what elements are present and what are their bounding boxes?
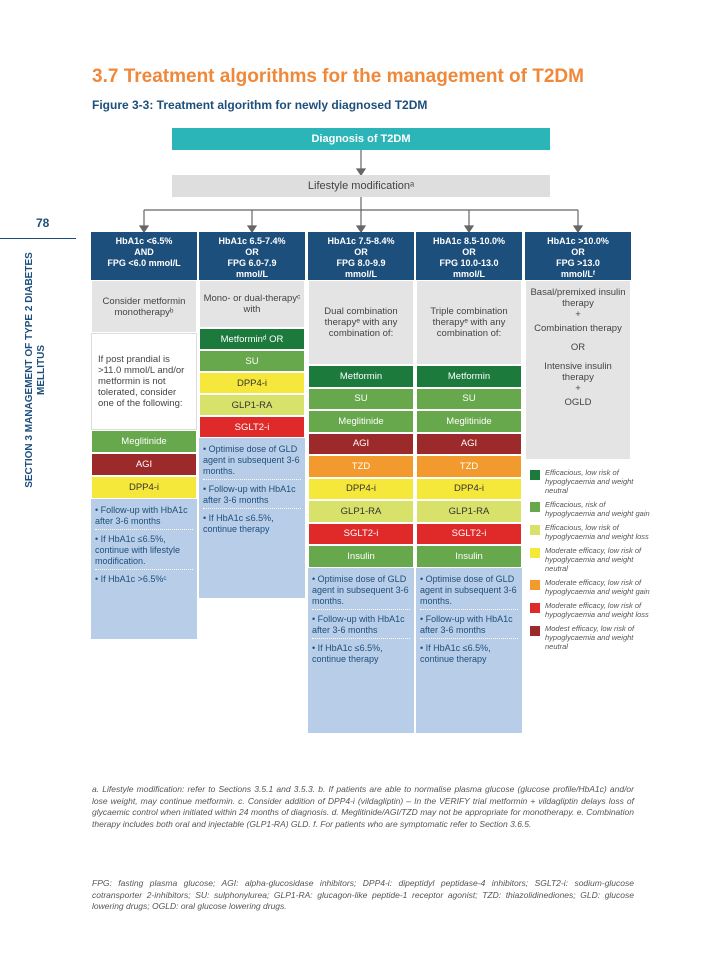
legend <box>530 468 650 656</box>
legend-item: Modest efficacy, low risk of hypoglycaemia and weight neutral <box>530 624 650 651</box>
column-description: Mono- or dual-therapyᶜ with <box>199 280 305 328</box>
section-title: 3.7 Treatment algorithms for the management of T2DM <box>92 66 584 87</box>
column-hba1c-below-6-5 <box>91 232 197 639</box>
option-su: SU <box>416 388 522 411</box>
legend-item: Moderate efficacy, low risk of hypoglycaemia and weight gain <box>530 578 650 596</box>
option-sglt2-i: SGLT2-i <box>416 523 522 546</box>
column-header: HbA1c >10.0% OR FPG >13.0 mmol/Lᶠ <box>525 232 631 280</box>
option-metformin: Metformin <box>308 365 414 388</box>
option-dpp4-i: DPP4-i <box>416 478 522 501</box>
option-meglitinide: Meglitinide <box>308 410 414 433</box>
option-dpp4-i: DPP4-i <box>199 372 305 394</box>
legend-item: Efficacious, low risk of hypoglycaemia and weight loss <box>530 523 650 541</box>
bullet-item: • If HbA1c >6.5%ᶜ <box>95 569 193 587</box>
legend-swatch <box>530 525 540 535</box>
legend-swatch <box>530 470 540 480</box>
bullet-item: • Follow-up with HbA1c after 3-6 months <box>420 609 518 638</box>
option-glp1-ra: GLP1-RA <box>199 394 305 416</box>
footnotes: a. Lifestyle modification: refer to Sections 3.5.1 and 3.5.3. b. If patients are able to normalise plasma glucose (glucose profile/HbA1c) and/or lose weight, may continue metformin. c. Consider addition of DPP4-i (vildagliptin) – In the VERIFY trial metformin + vildagliptin delays loss of glycaemic control when initiated within 24 months of diagnosis. d. Meglitinide/AGI/TZD may not be appropriate for monotherapy. e. Combination therapy includes both oral and injectable (GLP1-RA) GLD. f. For patients who are symptomatic refer to Section 3.6.5. <box>92 784 634 829</box>
option-agi: AGI <box>91 453 197 476</box>
option-glp1-ra: GLP1-RA <box>416 500 522 523</box>
column-description: Consider metformin monotherapyᵇ <box>91 280 197 333</box>
option-su: SU <box>199 350 305 372</box>
legend-item: Efficacious, low risk of hypoglycaemia and weight neutral <box>530 468 650 495</box>
bullet-item: • Optimise dose of GLD agent in subsequent 3-6 months. <box>420 573 517 606</box>
column-header: HbA1c 7.5-8.4% OR FPG 8.0-9.9 mmol/L <box>308 232 414 280</box>
legend-swatch <box>530 580 540 590</box>
column-note: If post prandial is >11.0 mmol/L and/or metformin is not tolerated, consider one of the following: <box>91 333 197 430</box>
column-hba1c-6-5-7-4 <box>199 232 305 598</box>
lifestyle-box: Lifestyle modificationᵃ <box>172 175 550 197</box>
legend-item: Moderate efficacy, low risk of hypoglycaemia and weight loss <box>530 601 650 619</box>
option-sglt2-i: SGLT2-i <box>308 523 414 546</box>
bullet-item: • If HbA1c ≤6.5%, continue therapy <box>420 638 518 667</box>
option-agi: AGI <box>308 433 414 456</box>
page-number: 78 <box>36 216 50 230</box>
legend-swatch <box>530 603 540 613</box>
column-bullets <box>416 568 522 733</box>
abbreviations: FPG: fasting plasma glucose; AGI: alpha-glucosidase inhibitors; DPP4-i: dipeptidyl peptidase-4 inhibitors; SGLT2-i: sodium-glucose cotransporter 2-inhibitors; SU: sulphonylurea; GLP1-RA: glucagon-like peptide-1 receptor agonist; TZD: thiazolidinediones; GLD: glucose lowering drugs; OGLD: oral glucose lowering drugs. <box>92 878 634 911</box>
column-bullets <box>91 499 197 639</box>
option-insulin: Insulin <box>308 545 414 568</box>
option-tzd: TZD <box>308 455 414 478</box>
option-insulin: Insulin <box>416 545 522 568</box>
legend-swatch <box>530 502 540 512</box>
bullet-item: • Optimise dose of GLD agent in subsequent 3-6 months. <box>203 444 300 476</box>
option-meglitinide: Meglitinide <box>91 430 197 453</box>
bullet-item: • If HbA1c ≤6.5%, continue therapy <box>312 638 410 667</box>
column-header: HbA1c <6.5% AND FPG <6.0 mmol/L <box>91 232 197 280</box>
bullet-item: • If HbA1c ≤6.5%, continue with lifestyle modification. <box>95 529 193 569</box>
legend-item: Moderate efficacy, low risk of hypoglycaemia and weight neutral <box>530 546 650 573</box>
option-metformin: Metformin <box>416 365 522 388</box>
column-hba1c-above-10 <box>525 232 631 460</box>
column-header: HbA1c 8.5-10.0% OR FPG 10.0-13.0 mmol/L <box>416 232 522 280</box>
column-description: Basal/premixed insulin therapy + Combination therapy OR Intensive insulin therapy + OGLD <box>525 280 631 460</box>
column-bullets <box>308 568 414 733</box>
option-su: SU <box>308 388 414 411</box>
option-sglt2-i: SGLT2-i <box>199 416 305 438</box>
diagnosis-box: Diagnosis of T2DM <box>172 128 550 150</box>
bullet-item: • Follow-up with HbA1c after 3-6 months <box>95 505 188 526</box>
column-bullets <box>199 438 305 598</box>
bullet-item: • Follow-up with HbA1c after 3-6 months <box>312 609 410 638</box>
option-metformin: Metforminᵈ OR <box>199 328 305 350</box>
option-dpp4-i: DPP4-i <box>308 478 414 501</box>
column-description: Dual combination therapyᵉ with any combination of: <box>308 280 414 365</box>
column-hba1c-8-5-10-0 <box>416 232 522 733</box>
option-agi: AGI <box>416 433 522 456</box>
bullet-item: • Follow-up with HbA1c after 3-6 months <box>203 479 301 508</box>
option-glp1-ra: GLP1-RA <box>308 500 414 523</box>
figure-title: Figure 3-3: Treatment algorithm for newly diagnosed T2DM <box>92 98 428 112</box>
legend-item: Efficacious, risk of hypoglycaemia and weight gain <box>530 500 650 518</box>
legend-swatch <box>530 548 540 558</box>
legend-swatch <box>530 626 540 636</box>
flow-connectors <box>0 0 720 240</box>
option-tzd: TZD <box>416 455 522 478</box>
bullet-item: • If HbA1c ≤6.5%, continue therapy <box>203 508 301 537</box>
option-dpp4-i: DPP4-i <box>91 476 197 499</box>
column-header: HbA1c 6.5-7.4% OR FPG 6.0-7.9 mmol/L <box>199 232 305 280</box>
column-hba1c-7-5-8-4 <box>308 232 414 733</box>
column-description: Triple combination therapyᵉ with any combination of: <box>416 280 522 365</box>
section-side-label: SECTION 3 MANAGEMENT OF TYPE 2 DIABETES MELLITUS <box>24 252 47 488</box>
option-meglitinide: Meglitinide <box>416 410 522 433</box>
bullet-item: • Optimise dose of GLD agent in subsequent 3-6 months. <box>312 573 409 606</box>
